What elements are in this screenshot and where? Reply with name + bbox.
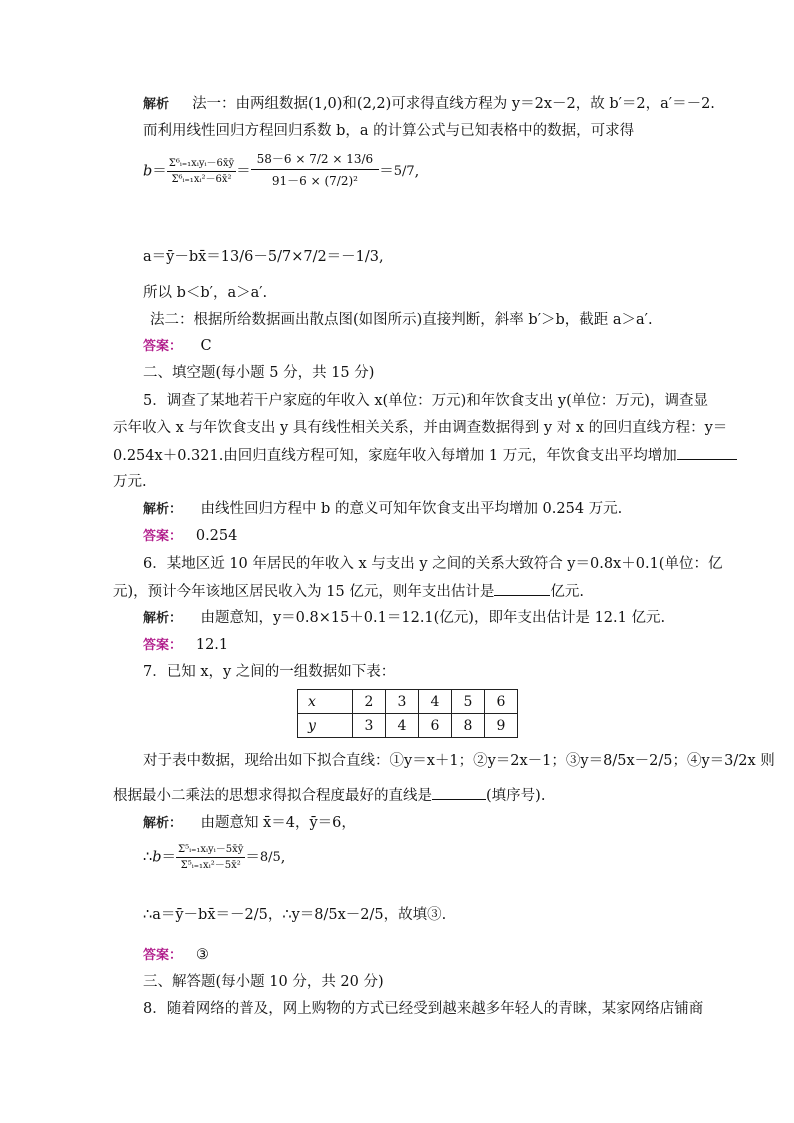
q4-method1-line1 <box>143 94 715 115</box>
q4-method1-line2: 而利用线性回归方程回归系数 b，a 的计算公式与已知表格中的数据，可求得 <box>143 123 635 139</box>
analysis-label: 解析： <box>143 502 183 517</box>
q7-b-fraction: $\frac{\text{Σ⁵ᵢ₌₁xᵢyᵢ－5x̄ȳ}}{\text{Σ⁵ᵢ₌₁xᵢ²－5x̄²}}$ <box>178 844 244 871</box>
q7-answer: ③ <box>195 947 209 963</box>
table-cell: 6 <box>419 714 452 738</box>
q7-intro: 7．已知 x，y 之间的一组数据如下表： <box>143 664 396 680</box>
q4-conclusion: 所以 b＜b′，a＞a′. <box>143 285 268 301</box>
q7-answer-blank <box>432 785 486 800</box>
q5-line4: 万元. <box>113 474 147 490</box>
q5-line2: 示年收入 x 与年饮食支出 y 具有线性相关关系，并由调查数据得到 y 对 x 的回归直线方程：y＝ <box>113 420 728 436</box>
answer-label: 答案： <box>143 529 183 544</box>
q5-answer-line <box>143 526 237 547</box>
answer-label: 答案： <box>143 948 183 963</box>
q4-a-formula: a＝ȳ－bx̄＝13/6－5/7×7/2＝－1/3, <box>143 249 384 265</box>
q7-question: 根据最小二乘法的思想求得拟合程度最好的直线是 (填序号). <box>113 785 545 806</box>
q7-b-result: 8/5 <box>259 850 281 865</box>
table-cell: 2 <box>353 690 386 714</box>
q8-line1: 8．随着网络的普及，网上购物的方式已经受到越来越多年轻人的青睐，某家网络店铺商 <box>143 1001 704 1017</box>
table-row <box>298 714 518 738</box>
q7-b-formula: ∴b＝ $\frac{\text{Σ⁵ᵢ₌₁xᵢyᵢ－5x̄ȳ}}{\text{Σ⁵ᵢ₌₁xᵢ²－5x̄²}}$ ＝8/5, <box>143 844 286 871</box>
analysis-label: 解析 <box>143 97 170 112</box>
table-cell: 4 <box>419 690 452 714</box>
q7-analysis-mean: 解析： 由题意知 x̄＝4，ȳ＝6， <box>143 815 356 831</box>
analysis-label: 解析： <box>143 816 183 831</box>
q5-line3: 0.254x＋0.321.由回归直线方程可知，家庭年收入每增加 1 万元，年饮食支出平均增加 <box>113 445 737 466</box>
answer-label: 答案： <box>143 638 183 653</box>
q5-analysis: 解析： 由线性回归方程中 b 的意义可知年饮食支出平均增加 0.254 万元. <box>143 501 623 517</box>
q7-data-table <box>297 689 518 738</box>
table-cell: 6 <box>485 690 518 714</box>
q4-b-result: 5/7 <box>393 164 415 179</box>
table-cell: 3 <box>353 714 386 738</box>
q6-answer-line <box>143 635 228 656</box>
table-row <box>298 690 518 714</box>
table-header-y: y <box>298 714 353 738</box>
table-cell: 3 <box>386 690 419 714</box>
section-2-heading: 二、填空题(每小题 5 分，共 15 分) <box>143 365 375 381</box>
q5-line1: 5．调查了某地若干户家庭的年收入 x(单位：万元)和年饮食支出 y(单位：万元)，调查显 <box>143 393 708 409</box>
answer-label: 答案： <box>143 339 183 354</box>
q6-answer-blank <box>494 581 550 596</box>
q7-a-line: ∴a＝ȳ－bx̄＝－2/5，∴y＝8/5x－2/5，故填③. <box>143 907 447 923</box>
analysis-label: 解析： <box>143 611 183 626</box>
q7-answer-line <box>143 945 209 966</box>
q5-answer: 0.254 <box>195 528 238 544</box>
table-header-x: x <box>298 690 353 714</box>
q4-b-symbolic-fraction: $\frac{\text{Σ⁶ᵢ₌₁xᵢyᵢ－6x̄ȳ}}{\text{Σ⁶ᵢ₌₁xᵢ²－6x̄²}}$ <box>168 158 235 185</box>
q4-b-formula: b＝ $\frac{\text{Σ⁶ᵢ₌₁xᵢyᵢ－6x̄ȳ}}{\text{Σ⁶ᵢ₌₁xᵢ²－6x̄²}}$ ＝ $\frac{58-6 \times 7/2 \times 13/6}{\text{91－6 × (7/2)²}}$ ＝5/7, <box>143 150 419 193</box>
table-cell: 5 <box>452 690 485 714</box>
q6-line2: 元)，预计今年该地区居民收入为 15 亿元，则年支出估计是 亿元. <box>113 581 584 602</box>
table-cell: 8 <box>452 714 485 738</box>
table-cell: 4 <box>386 714 419 738</box>
q6-analysis: 解析： 由题意知，y＝0.8×15＋0.1＝12.1(亿元)，即年支出估计是 12.1 亿元. <box>143 610 666 626</box>
q5-answer-blank <box>677 445 737 460</box>
section-3-heading: 三、解答题(每小题 10 分，共 20 分) <box>143 974 384 990</box>
q6-answer: 12.1 <box>195 637 229 653</box>
q7-lines: 对于表中数据，现给出如下拟合直线：①y＝x＋1；②y＝2x－1；③y＝8/5x－2/5；④y＝3/2x 则 <box>143 753 775 769</box>
q4-answer-line <box>143 336 212 357</box>
table-cell: 9 <box>485 714 518 738</box>
q4-method1-text: 法一：由两组数据(1,0)和(2,2)可求得直线方程为 y＝2x－2，故 b′＝2，a′＝－2. <box>192 96 715 112</box>
q4-b-numeric-fraction: $\frac{58-6 \times 7/2 \times 13/6}{\text{91－6 × (7/2)²}}$ <box>251 150 380 193</box>
q6-line1: 6．某地区近 10 年居民的年收入 x 与支出 y 之间的关系大致符合 y＝0.8x＋0.1(单位：亿 <box>143 556 723 572</box>
q4-answer: C <box>200 338 212 354</box>
q4-method2: 法二：根据所给数据画出散点图(如图所示)直接判断，斜率 b′＞b，截距 a＞a′. <box>150 312 653 328</box>
